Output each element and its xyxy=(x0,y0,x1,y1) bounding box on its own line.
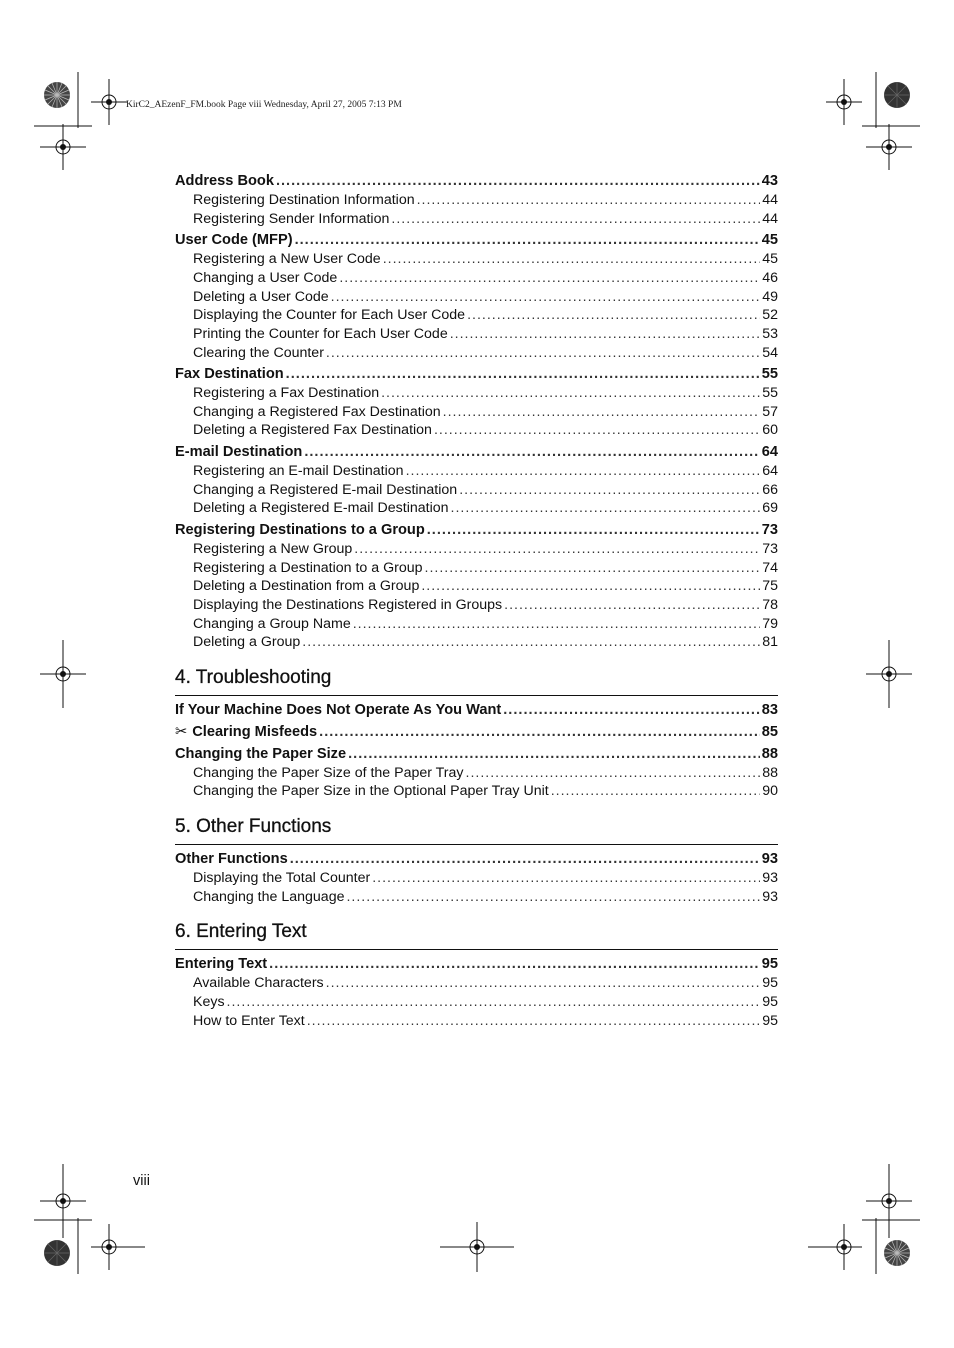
toc-subentry-title: Registering a New User Code xyxy=(193,251,381,268)
toc-entry-page: 73 xyxy=(761,521,778,538)
toc-subentry-page: 49 xyxy=(762,288,778,305)
toc-subentry-title: Registering Destination Information xyxy=(193,192,415,208)
leader-dots xyxy=(391,210,760,229)
leader-dots xyxy=(348,745,760,764)
toc-subentry-page: 95 xyxy=(762,993,778,1010)
toc-subentry-title: Deleting a Group xyxy=(193,634,301,651)
leader-dots xyxy=(372,869,760,888)
leader-dots xyxy=(269,955,760,974)
toc-subentry-page: 78 xyxy=(762,596,778,613)
toc-subentry[interactable] xyxy=(175,633,778,652)
registration-crosshair-icon xyxy=(826,79,862,125)
toc-subentry-page: 44 xyxy=(762,210,778,227)
toc-subentry[interactable] xyxy=(175,344,778,363)
toc-entry-page: 95 xyxy=(761,956,778,973)
toc-subentry-title: Deleting a Registered Fax Destination xyxy=(193,422,432,439)
toc-subentry-title: Changing a Registered Fax Destination xyxy=(193,403,441,420)
toc-entry-title: Address Book xyxy=(175,173,274,189)
sunburst-disc-icon xyxy=(43,1239,71,1267)
leader-dots xyxy=(295,231,760,250)
leader-dots xyxy=(417,191,761,210)
leader-dots xyxy=(467,306,760,325)
toc-subentry-page: 93 xyxy=(762,869,778,886)
leader-dots xyxy=(425,559,761,578)
toc-subentry[interactable] xyxy=(175,888,778,907)
toc-entry-paper-size[interactable] xyxy=(175,745,778,764)
toc-entry-page: 45 xyxy=(761,232,778,249)
toc-subentry-title: Clearing the Counter xyxy=(193,344,324,361)
toc-subentry-page: 57 xyxy=(762,403,778,420)
toc-subentry-page: 95 xyxy=(762,1012,778,1029)
toc-subentry-title: Deleting a User Code xyxy=(193,288,329,305)
toc-subentry[interactable] xyxy=(175,191,778,210)
leader-dots xyxy=(551,782,761,801)
toc-subentry-title: Deleting a Destination from a Group xyxy=(193,578,420,595)
toc-subentry-page: 88 xyxy=(762,764,778,781)
registration-crosshair-icon xyxy=(866,640,912,708)
toc-subentry[interactable] xyxy=(175,596,778,615)
toc-subentry-title: Printing the Counter for Each User Code xyxy=(193,325,448,342)
toc-subentry-page: 79 xyxy=(762,615,778,632)
toc-subentry[interactable] xyxy=(175,306,778,325)
toc-subentry-title: How to Enter Text xyxy=(193,1012,305,1029)
leader-dots xyxy=(459,481,760,500)
toc-subentry[interactable] xyxy=(175,993,778,1012)
chapter-rule xyxy=(175,844,778,845)
chapter-heading-entering-text[interactable]: 6. Entering Text xyxy=(175,921,307,943)
leader-dots xyxy=(304,443,759,462)
toc-entry-user-code[interactable] xyxy=(175,231,778,250)
toc-subentry-page: 54 xyxy=(762,344,778,361)
toc-entry-page: 55 xyxy=(761,366,778,383)
toc-subentry-title: Displaying the Counter for Each User Code xyxy=(193,307,466,324)
leader-dots xyxy=(302,633,760,652)
toc-subentry-title: Registering a New Group xyxy=(193,540,353,557)
toc-entry-fax-destination[interactable] xyxy=(175,365,778,384)
toc-subentry[interactable] xyxy=(175,384,778,403)
leader-dots xyxy=(339,269,760,288)
leader-dots xyxy=(319,723,760,742)
toc-subentry[interactable] xyxy=(175,421,778,440)
toc-entry-entering-text[interactable] xyxy=(175,955,778,974)
toc-entry-address-book[interactable] xyxy=(175,172,778,191)
toc-subentry[interactable] xyxy=(175,974,778,993)
toc-subentry[interactable] xyxy=(175,250,778,269)
toc-subentry-title: Changing a Registered E-mail Destination xyxy=(193,481,458,498)
leader-dots xyxy=(326,974,761,993)
leader-dots xyxy=(353,615,760,634)
toc-subentry-page: 55 xyxy=(762,385,778,402)
toc-subentry[interactable] xyxy=(175,764,778,783)
toc-subentry[interactable] xyxy=(175,615,778,634)
chapter-rule xyxy=(175,695,778,696)
toc-subentry-title: Keys xyxy=(193,993,225,1010)
toc-subentry-page: 90 xyxy=(762,783,778,800)
leader-dots xyxy=(331,288,761,307)
registration-crosshair-icon xyxy=(40,124,86,170)
leader-dots xyxy=(227,993,761,1012)
toc-subentry-page: 44 xyxy=(762,192,778,208)
leader-dots xyxy=(406,462,761,481)
toc-subentry-title: Registering Sender Information xyxy=(193,210,390,227)
toc-subentry[interactable] xyxy=(175,269,778,288)
toc-subentry[interactable] xyxy=(175,559,778,578)
toc-entry-page: 43 xyxy=(761,173,778,189)
toc-entry-title: Changing the Paper Size xyxy=(175,745,347,762)
chapter-heading-other-functions[interactable]: 5. Other Functions xyxy=(175,815,332,837)
toc-entry-page: 88 xyxy=(761,745,778,762)
leader-dots xyxy=(421,577,760,596)
toc-subentry-page: 52 xyxy=(762,307,778,324)
toc-subentry[interactable] xyxy=(175,577,778,596)
registration-crosshair-icon xyxy=(91,79,127,125)
chapter-rule xyxy=(175,949,778,950)
toc-entry-title xyxy=(175,723,317,742)
toc-subentry-title: Displaying the Total Counter xyxy=(193,869,371,886)
toc-entry-not-operate[interactable] xyxy=(175,701,778,720)
leader-dots xyxy=(443,403,761,422)
leader-dots xyxy=(504,596,760,615)
toc-subentry[interactable] xyxy=(175,782,778,801)
toc-entry-title: Other Functions xyxy=(175,850,288,867)
registration-crosshair-icon xyxy=(440,1222,514,1272)
toc-subentry-page: 45 xyxy=(762,251,778,268)
leader-dots xyxy=(503,701,760,720)
toc-entry-page: 85 xyxy=(761,723,778,740)
toc-subentry-page: 53 xyxy=(762,325,778,342)
toc-subentry-title: Registering a Fax Destination xyxy=(193,385,380,402)
toc-subentry-page: 95 xyxy=(762,975,778,992)
registration-crosshair-icon xyxy=(808,1224,862,1270)
print-header-info: KirC2_AEzenF_FM.book Page viii Wednesday, April 27, 2005 7:13 PM xyxy=(126,100,402,110)
page-number: viii xyxy=(133,1173,150,1189)
toc-subentry[interactable] xyxy=(175,462,778,481)
leader-dots xyxy=(346,888,760,907)
registration-crosshair-icon xyxy=(91,1224,145,1270)
toc-subentry[interactable] xyxy=(175,481,778,500)
toc-subentry-page: 69 xyxy=(762,500,778,517)
toc-subentry[interactable] xyxy=(175,499,778,518)
sunburst-disc-icon xyxy=(883,1239,911,1267)
toc-entry-title: Fax Destination xyxy=(175,366,284,383)
toc-entry-title: Entering Text xyxy=(175,956,268,973)
leader-dots xyxy=(451,499,761,518)
toc-subentry[interactable] xyxy=(175,1012,778,1031)
toc-subentry[interactable] xyxy=(175,325,778,344)
toc-entry-title: Registering Destinations to a Group xyxy=(175,521,425,538)
toc-entry-title: E-mail Destination xyxy=(175,443,303,460)
toc-subentry-title: Changing a User Code xyxy=(193,269,338,286)
toc-subentry-title: Changing the Paper Size in the Optional Paper Tray Unit xyxy=(193,783,549,800)
leader-dots xyxy=(427,521,760,540)
sunburst-disc-icon xyxy=(883,81,911,109)
leader-dots xyxy=(354,540,760,559)
toc-subentry[interactable] xyxy=(175,210,778,229)
toc-subentry-title: Deleting a Registered E-mail Destination xyxy=(193,500,449,517)
misfeed-icon: ✂ xyxy=(175,723,188,740)
toc-entry-other-functions[interactable] xyxy=(175,850,778,869)
leader-dots xyxy=(326,344,760,363)
registration-crosshair-icon xyxy=(40,640,86,708)
leader-dots xyxy=(290,850,760,869)
toc-subentry-title: Registering a Destination to a Group xyxy=(193,559,423,576)
toc-entry-group[interactable] xyxy=(175,521,778,540)
toc-subentry[interactable] xyxy=(175,288,778,307)
toc-entry-title-text: Clearing Misfeeds xyxy=(192,723,318,740)
toc-entry-title: If Your Machine Does Not Operate As You Want xyxy=(175,701,502,718)
toc-subentry-page: 75 xyxy=(762,578,778,595)
leader-dots xyxy=(434,421,760,440)
leader-dots xyxy=(286,365,760,384)
toc-subentry-page: 64 xyxy=(762,462,778,479)
toc-subentry-title: Changing the Language xyxy=(193,888,345,905)
toc-subentry-page: 73 xyxy=(762,540,778,557)
toc-subentry-title: Displaying the Destinations Registered in Groups xyxy=(193,596,503,613)
toc-entry-clearing-misfeeds[interactable] xyxy=(175,723,778,742)
leader-dots xyxy=(383,250,761,269)
toc-entry-page: 64 xyxy=(761,443,778,460)
toc-subentry-title: Available Characters xyxy=(193,975,324,992)
sunburst-disc-icon xyxy=(43,81,71,109)
registration-crosshair-icon xyxy=(866,124,912,170)
toc-subentry-title: Changing a Group Name xyxy=(193,615,351,632)
chapter-heading-troubleshooting[interactable]: 4. Troubleshooting xyxy=(175,666,332,688)
toc-entry-page: 83 xyxy=(761,701,778,718)
toc-subentry-title: Changing the Paper Size of the Paper Tray xyxy=(193,764,464,781)
toc-subentry-page: 93 xyxy=(762,888,778,905)
toc-subentry[interactable] xyxy=(175,540,778,559)
toc-subentry-page: 46 xyxy=(762,269,778,286)
toc-subentry[interactable] xyxy=(175,869,778,888)
toc-entry-title: User Code (MFP) xyxy=(175,232,293,249)
table-of-contents xyxy=(175,172,778,1030)
leader-dots xyxy=(466,764,761,783)
leader-dots xyxy=(381,384,760,403)
toc-entry-page: 93 xyxy=(761,850,778,867)
toc-subentry-title: Registering an E-mail Destination xyxy=(193,462,404,479)
leader-dots xyxy=(307,1012,761,1031)
toc-entry-email-destination[interactable] xyxy=(175,443,778,462)
toc-subentry-page: 60 xyxy=(762,422,778,439)
toc-subentry-page: 81 xyxy=(762,634,778,651)
leader-dots xyxy=(450,325,761,344)
toc-subentry-page: 66 xyxy=(762,481,778,498)
toc-subentry[interactable] xyxy=(175,403,778,422)
leader-dots xyxy=(276,172,760,191)
toc-subentry-page: 74 xyxy=(762,559,778,576)
